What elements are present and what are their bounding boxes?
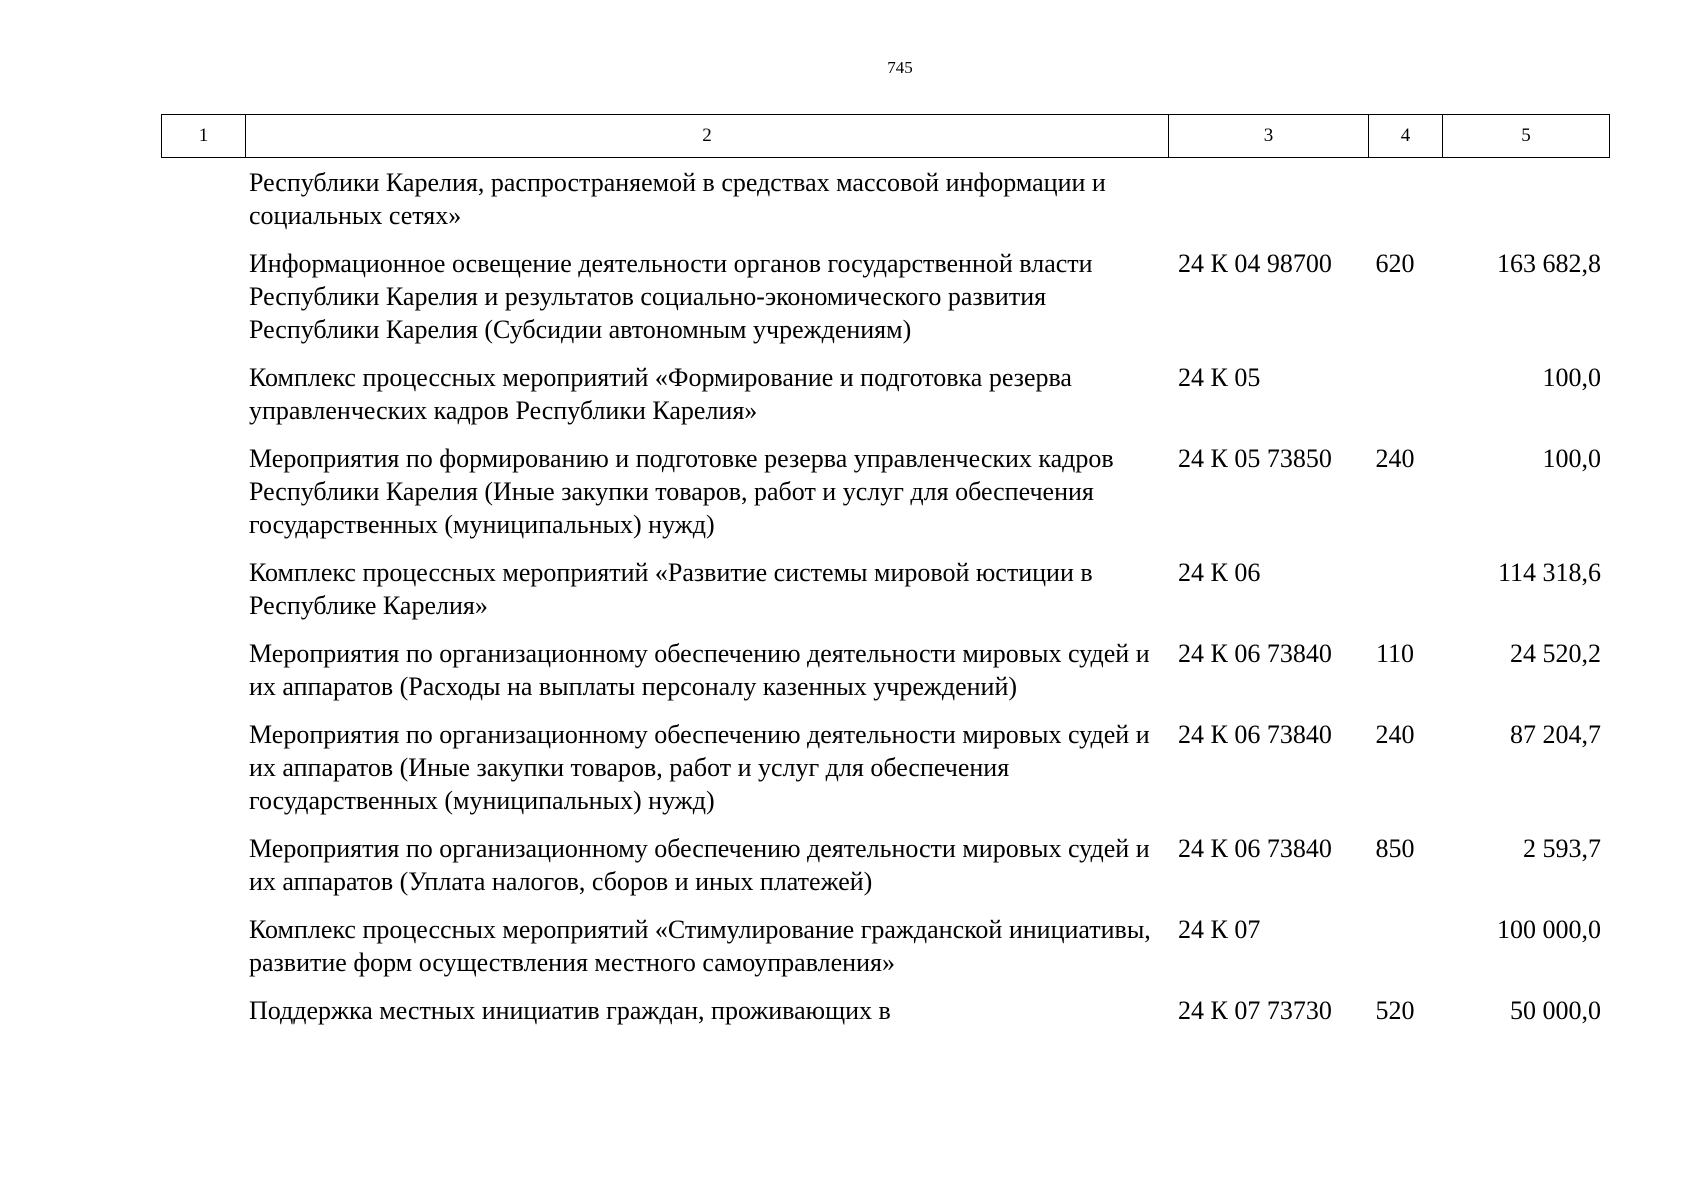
- row-amount: 50 000,0: [1510, 996, 1601, 1025]
- table-row: [161, 994, 1609, 1027]
- row-amount: 100,0: [1542, 444, 1601, 473]
- row-name: Мероприятия по формированию и подготовке резерва управленческих кадров Республики Карелия (Иные закупки товаров, работ и услуг для обеспечения государственных (муниципальных) нужд): [249, 444, 1114, 539]
- row-name: Комплекс процессных мероприятий «Формирование и подготовка резерва управленческих кадров Республики Карелия»: [249, 363, 1072, 425]
- row-name: Республики Карелия, распространяемой в средствах массовой информации и социальных сетях»: [249, 168, 1106, 230]
- row-name: Комплекс процессных мероприятий «Развитие системы мировой юстиции в Республике Карелия»: [249, 558, 1093, 620]
- row-code: 24 К 05 73850: [1178, 444, 1332, 473]
- row-code: 24 К 07: [1178, 915, 1261, 944]
- row-amount: 24 520,2: [1510, 639, 1601, 668]
- row-type: 520: [1375, 996, 1415, 1025]
- row-amount: 100 000,0: [1497, 915, 1601, 944]
- table-row: [161, 442, 1609, 541]
- row-code: 24 К 06 73840: [1178, 720, 1332, 749]
- row-name: Комплекс процессных мероприятий «Стимулирование гражданской инициативы, развитие форм осуществления местного самоуправления»: [249, 915, 1151, 977]
- row-type: 240: [1375, 444, 1415, 473]
- row-code: 24 К 06 73840: [1178, 834, 1332, 863]
- row-amount: 163 682,8: [1497, 249, 1601, 278]
- header-col-4: 4: [1369, 115, 1443, 158]
- row-name: Мероприятия по организационному обеспечению деятельности мировых судей и их аппаратов (Расходы на выплаты персоналу казенных учреждений): [249, 639, 1150, 701]
- table-body: [161, 166, 1609, 1042]
- header-col-1: 1: [162, 115, 246, 158]
- row-code: 24 К 06: [1178, 558, 1261, 587]
- page-number: 745: [887, 58, 913, 77]
- row-amount: 114 318,6: [1497, 558, 1601, 587]
- row-type: 110: [1375, 639, 1415, 668]
- row-code: 24 К 05: [1178, 363, 1261, 392]
- table-row: [161, 832, 1609, 898]
- row-type: 620: [1375, 249, 1415, 278]
- table-row: [161, 166, 1609, 232]
- table-row: [161, 718, 1609, 817]
- table-row: [161, 913, 1609, 979]
- table-row: [161, 556, 1609, 622]
- row-name: Поддержка местных инициатив граждан, проживающих в: [249, 996, 891, 1025]
- row-amount: 100,0: [1542, 363, 1601, 392]
- row-type: 240: [1375, 720, 1415, 749]
- row-name: Информационное освещение деятельности органов государственной власти Республики Карелия и результатов социально-экономического развития Республики Карелия (Субсидии автономным учреждениям): [249, 249, 1093, 344]
- header-row: [162, 115, 1610, 158]
- row-amount: 87 204,7: [1510, 720, 1601, 749]
- row-code: 24 К 06 73840: [1178, 639, 1332, 668]
- header-col-5: 5: [1443, 115, 1610, 158]
- table-row: [161, 361, 1609, 427]
- table-header: [161, 114, 1610, 158]
- table-row: [161, 637, 1609, 703]
- row-code: 24 К 07 73730: [1178, 996, 1332, 1025]
- row-amount: 2 593,7: [1523, 834, 1601, 863]
- row-name: Мероприятия по организационному обеспечению деятельности мировых судей и их аппаратов (Уплата налогов, сборов и иных платежей): [249, 834, 1150, 896]
- header-col-3: 3: [1169, 115, 1369, 158]
- header-col-2: 2: [246, 115, 1169, 158]
- row-code: 24 К 04 98700: [1178, 249, 1332, 278]
- row-type: 850: [1375, 834, 1415, 863]
- table-row: [161, 247, 1609, 346]
- row-name: Мероприятия по организационному обеспечению деятельности мировых судей и их аппаратов (Иные закупки товаров, работ и услуг для обеспечения государственных (муниципальных) нужд): [249, 720, 1150, 815]
